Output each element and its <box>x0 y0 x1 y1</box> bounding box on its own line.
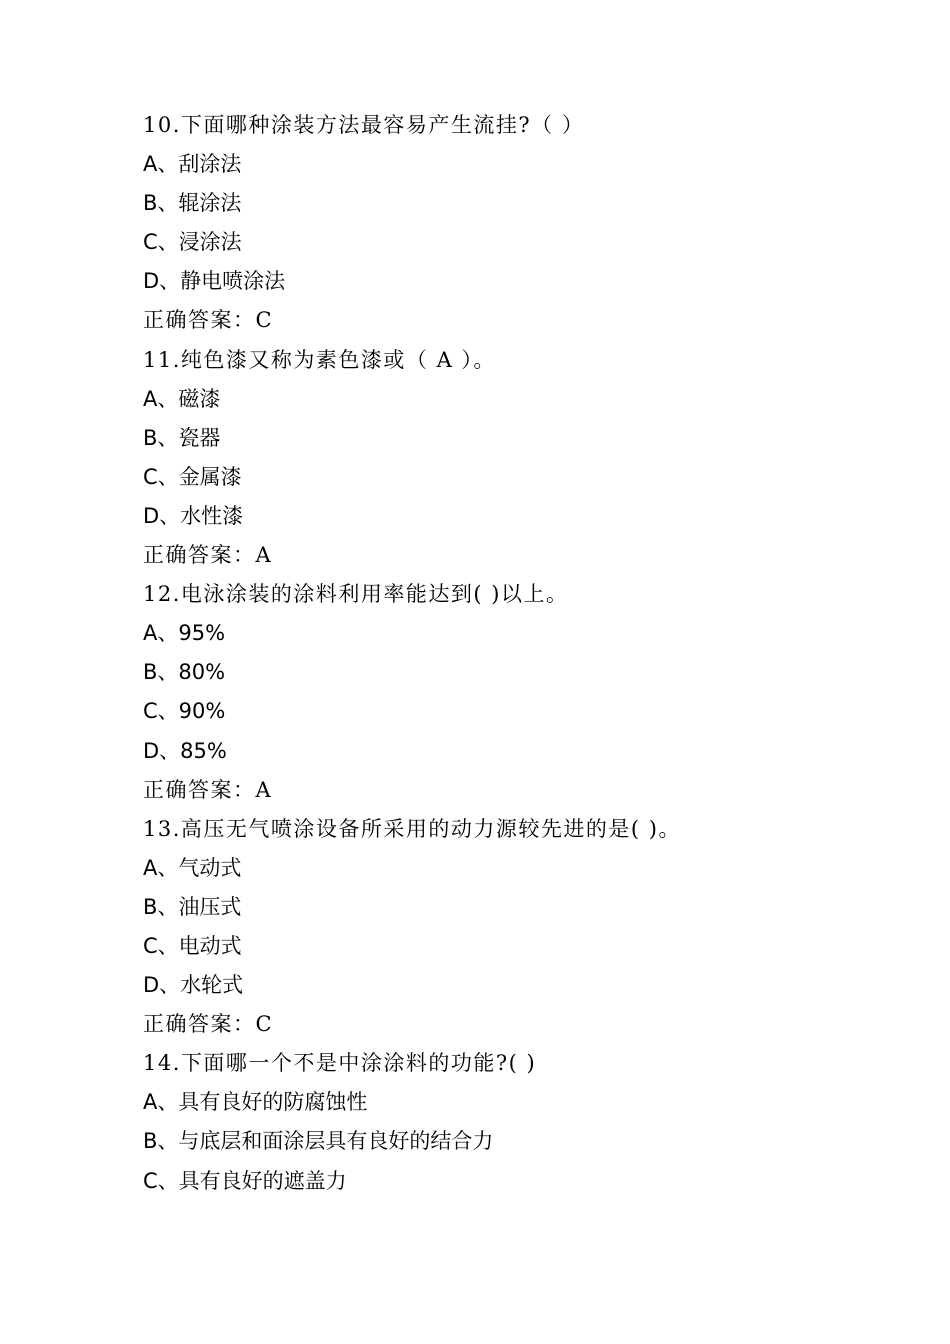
option-b: B、与底层和面涂层具有良好的结合力 <box>143 1129 494 1154</box>
option-c: C、电动式 <box>143 933 242 958</box>
option-c: C、浸涂法 <box>143 230 242 255</box>
option-d: D、静电喷涂法 <box>143 269 286 294</box>
option-a: A、气动式 <box>143 855 242 880</box>
question-12 <box>143 575 903 810</box>
option-c: C、金属漆 <box>143 464 242 489</box>
option-a: A、具有良好的防腐蚀性 <box>143 1090 368 1115</box>
correct-answer: 正确答案：A <box>143 777 273 802</box>
option-d: D、水轮式 <box>143 973 244 998</box>
question-11 <box>143 341 903 576</box>
option-a: A、刮涂法 <box>143 152 242 177</box>
option-a: A、磁漆 <box>143 386 221 411</box>
option-b: B、80% <box>143 660 226 685</box>
question-stem: 13.高压无气喷涂设备所采用的动力源较先进的是( )。 <box>143 816 681 841</box>
question-stem: 11.纯色漆又称为素色漆或（ A ）。 <box>143 347 496 372</box>
option-b: B、油压式 <box>143 894 242 919</box>
question-list <box>143 106 903 1201</box>
option-d: D、85% <box>143 738 227 763</box>
option-c: C、90% <box>143 699 226 724</box>
question-stem: 10.下面哪种涂装方法最容易产生流挂?（ ） <box>143 113 585 137</box>
question-13 <box>143 810 903 1045</box>
question-stem: 12.电泳涂装的涂料利用率能达到( )以上。 <box>143 582 569 607</box>
option-d: D、水性漆 <box>143 503 244 528</box>
correct-answer: 正确答案：C <box>143 308 274 333</box>
correct-answer: 正确答案：C <box>143 1012 274 1037</box>
option-b: B、瓷器 <box>143 425 221 450</box>
correct-answer: 正确答案：A <box>143 543 273 568</box>
question-stem: 14.下面哪一个不是中涂涂料的功能?( ) <box>143 1051 537 1076</box>
question-10 <box>143 106 903 341</box>
option-c: C、具有良好的遮盖力 <box>143 1168 347 1193</box>
option-b: B、辊涂法 <box>143 191 242 216</box>
option-a: A、95% <box>143 621 226 646</box>
question-14 <box>143 1044 903 1200</box>
